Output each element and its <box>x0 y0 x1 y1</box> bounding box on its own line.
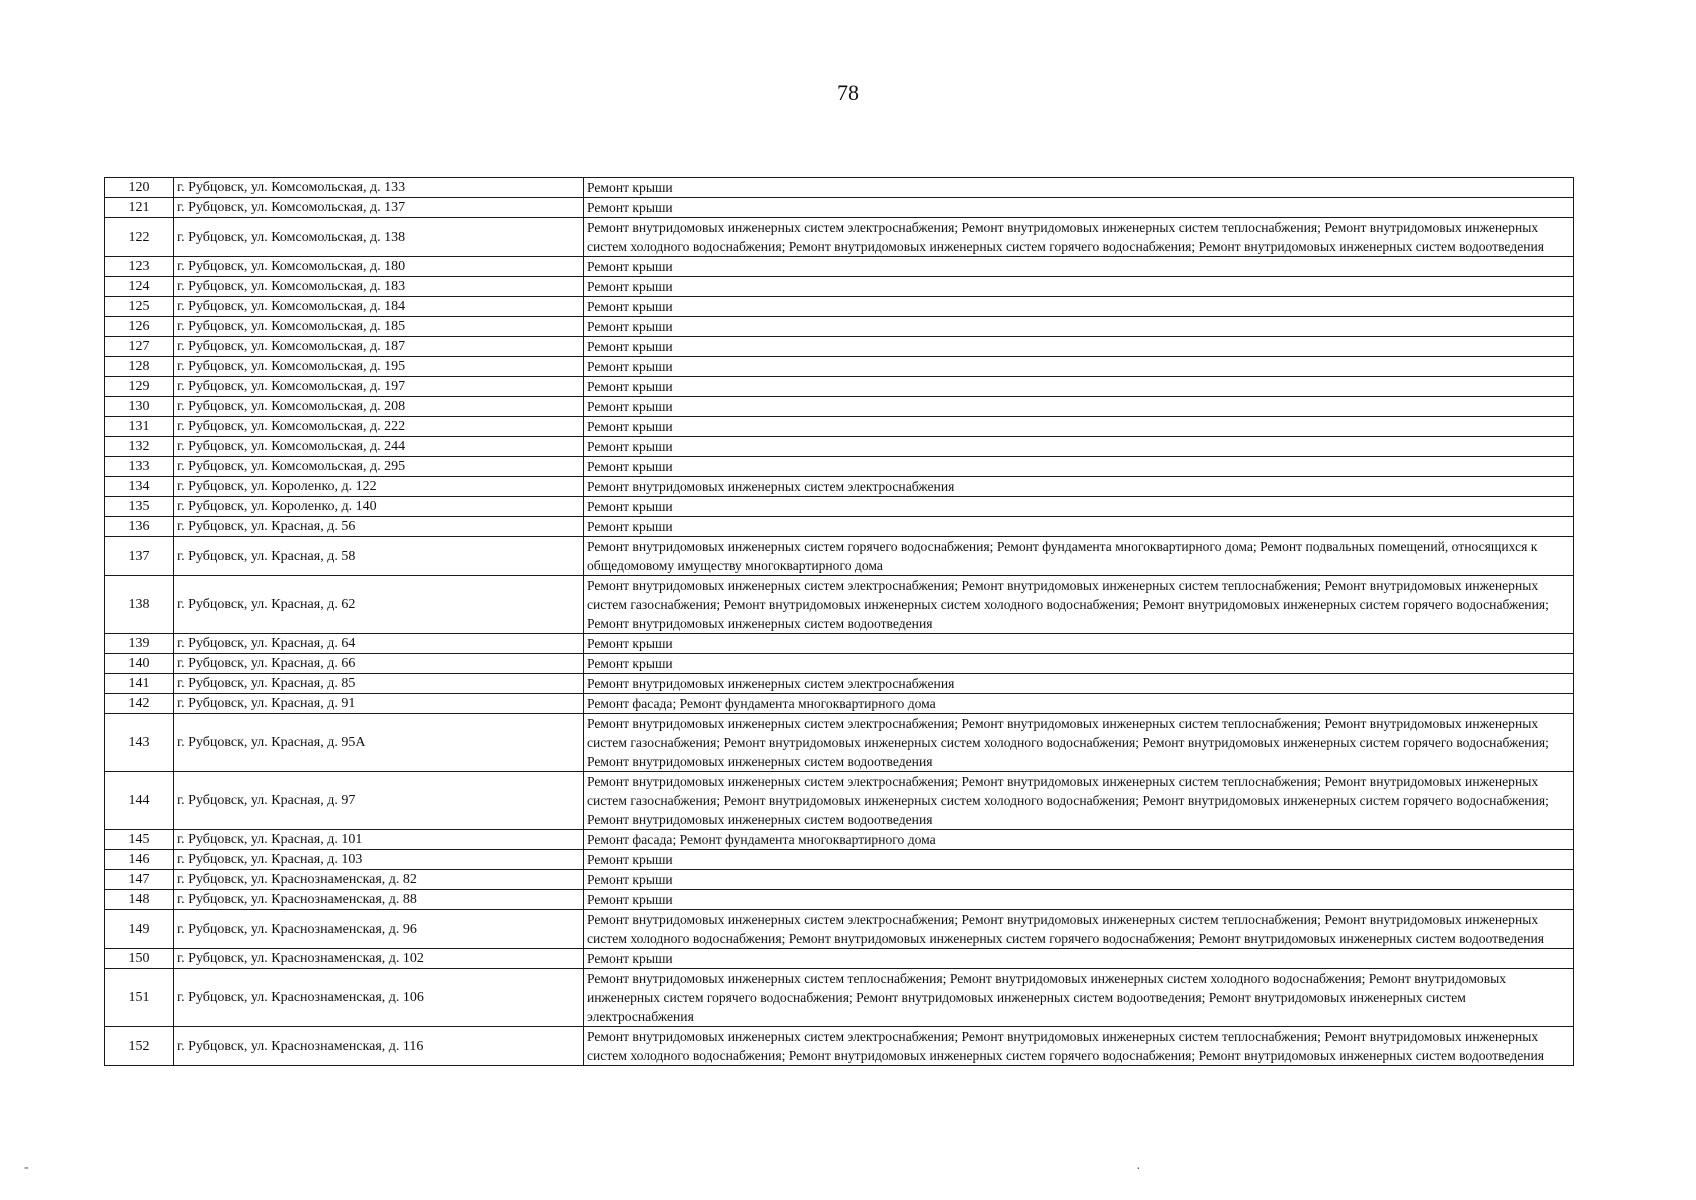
table-row <box>105 910 1574 949</box>
row-address: г. Рубцовск, ул. Комсомольская, д. 208 <box>174 397 584 417</box>
table-row <box>105 257 1574 277</box>
row-number: 127 <box>105 337 174 357</box>
row-works: Ремонт внутридомовых инженерных систем горячего водоснабжения; Ремонт фундамента многоквартирного дома; Ремонт подвальных помещений, относящихся к общедомовому имуществу многоквартирного дома <box>584 537 1574 576</box>
row-address: г. Рубцовск, ул. Краснознаменская, д. 102 <box>174 949 584 969</box>
scan-speck: · <box>1136 1162 1141 1177</box>
row-number: 143 <box>105 714 174 772</box>
row-works: Ремонт внутридомовых инженерных систем электроснабжения; Ремонт внутридомовых инженерных систем теплоснабжения; Ремонт внутридомовых инженерных систем холодного водоснабжения; Ремонт внутридомовых инженерных систем горячего водоснабжения; Ремонт внутридомовых инженерных систем водоотведения <box>584 218 1574 257</box>
row-address: г. Рубцовск, ул. Красная, д. 103 <box>174 850 584 870</box>
row-address: г. Рубцовск, ул. Комсомольская, д. 222 <box>174 417 584 437</box>
row-works: Ремонт внутридомовых инженерных систем электроснабжения <box>584 477 1574 497</box>
row-works: Ремонт крыши <box>584 517 1574 537</box>
row-address: г. Рубцовск, ул. Красная, д. 58 <box>174 537 584 576</box>
row-address: г. Рубцовск, ул. Короленко, д. 140 <box>174 497 584 517</box>
row-number: 145 <box>105 830 174 850</box>
row-works: Ремонт крыши <box>584 297 1574 317</box>
row-address: г. Рубцовск, ул. Красная, д. 101 <box>174 830 584 850</box>
table-row <box>105 337 1574 357</box>
row-number: 132 <box>105 437 174 457</box>
table-row <box>105 477 1574 497</box>
row-works: Ремонт внутридомовых инженерных систем электроснабжения; Ремонт внутридомовых инженерных систем теплоснабжения; Ремонт внутридомовых инженерных систем газоснабжения; Ремонт внутридомовых инженерных систем холодного водоснабжения; Ремонт внутридомовых инженерных систем горячего водоснабжения; Ремонт внутридомовых инженерных систем водоотведения <box>584 576 1574 634</box>
row-address: г. Рубцовск, ул. Красная, д. 62 <box>174 576 584 634</box>
row-works: Ремонт крыши <box>584 457 1574 477</box>
table-row <box>105 178 1574 198</box>
row-address: г. Рубцовск, ул. Красная, д. 66 <box>174 654 584 674</box>
row-address: г. Рубцовск, ул. Комсомольская, д. 183 <box>174 277 584 297</box>
row-number: 146 <box>105 850 174 870</box>
table-row <box>105 317 1574 337</box>
table-row <box>105 517 1574 537</box>
row-address: г. Рубцовск, ул. Комсомольская, д. 185 <box>174 317 584 337</box>
row-address: г. Рубцовск, ул. Краснознаменская, д. 116 <box>174 1027 584 1066</box>
row-address: г. Рубцовск, ул. Красная, д. 95А <box>174 714 584 772</box>
row-works: Ремонт внутридомовых инженерных систем электроснабжения; Ремонт внутридомовых инженерных систем теплоснабжения; Ремонт внутридомовых инженерных систем газоснабжения; Ремонт внутридомовых инженерных систем холодного водоснабжения; Ремонт внутридомовых инженерных систем горячего водоснабжения; Ремонт внутридомовых инженерных систем водоотведения <box>584 772 1574 830</box>
table-row <box>105 969 1574 1027</box>
row-works: Ремонт крыши <box>584 377 1574 397</box>
table-row <box>105 654 1574 674</box>
row-address: г. Рубцовск, ул. Комсомольская, д. 137 <box>174 198 584 218</box>
row-address: г. Рубцовск, ул. Комсомольская, д. 295 <box>174 457 584 477</box>
table-row <box>105 634 1574 654</box>
row-number: 152 <box>105 1027 174 1066</box>
row-number: 150 <box>105 949 174 969</box>
row-works: Ремонт крыши <box>584 890 1574 910</box>
table-row <box>105 417 1574 437</box>
row-works: Ремонт внутридомовых инженерных систем электроснабжения; Ремонт внутридомовых инженерных систем теплоснабжения; Ремонт внутридомовых инженерных систем газоснабжения; Ремонт внутридомовых инженерных систем холодного водоснабжения; Ремонт внутридомовых инженерных систем горячего водоснабжения; Ремонт внутридомовых инженерных систем водоотведения <box>584 714 1574 772</box>
table-row <box>105 714 1574 772</box>
row-number: 130 <box>105 397 174 417</box>
row-works: Ремонт внутридомовых инженерных систем теплоснабжения; Ремонт внутридомовых инженерных систем холодного водоснабжения; Ремонт внутридомовых инженерных систем горячего водоснабжения; Ремонт внутридомовых инженерных систем водоотведения; Ремонт внутридомовых инженерных систем электроснабжения <box>584 969 1574 1027</box>
row-address: г. Рубцовск, ул. Комсомольская, д. 195 <box>174 357 584 377</box>
table-row <box>105 674 1574 694</box>
row-works: Ремонт крыши <box>584 317 1574 337</box>
row-number: 135 <box>105 497 174 517</box>
page-number: 78 <box>837 80 859 105</box>
row-works: Ремонт крыши <box>584 870 1574 890</box>
row-works: Ремонт фасада; Ремонт фундамента многоквартирного дома <box>584 694 1574 714</box>
row-number: 121 <box>105 198 174 218</box>
row-address: г. Рубцовск, ул. Краснознаменская, д. 96 <box>174 910 584 949</box>
row-works: Ремонт крыши <box>584 277 1574 297</box>
row-number: 124 <box>105 277 174 297</box>
table-row <box>105 694 1574 714</box>
row-number: 151 <box>105 969 174 1027</box>
table-row <box>105 437 1574 457</box>
row-address: г. Рубцовск, ул. Комсомольская, д. 180 <box>174 257 584 277</box>
table-row <box>105 850 1574 870</box>
row-address: г. Рубцовск, ул. Краснознаменская, д. 106 <box>174 969 584 1027</box>
row-works: Ремонт крыши <box>584 437 1574 457</box>
row-address: г. Рубцовск, ул. Короленко, д. 122 <box>174 477 584 497</box>
table-row <box>105 218 1574 257</box>
table-row <box>105 1027 1574 1066</box>
row-works: Ремонт внутридомовых инженерных систем электроснабжения <box>584 674 1574 694</box>
table-row <box>105 377 1574 397</box>
table-row <box>105 198 1574 218</box>
row-address: г. Рубцовск, ул. Комсомольская, д. 138 <box>174 218 584 257</box>
row-address: г. Рубцовск, ул. Комсомольская, д. 244 <box>174 437 584 457</box>
row-number: 133 <box>105 457 174 477</box>
table-row <box>105 890 1574 910</box>
table-row <box>105 497 1574 517</box>
row-works: Ремонт крыши <box>584 257 1574 277</box>
table-row <box>105 277 1574 297</box>
table-row <box>105 297 1574 317</box>
row-number: 136 <box>105 517 174 537</box>
row-address: г. Рубцовск, ул. Красная, д. 64 <box>174 634 584 654</box>
table-row <box>105 357 1574 377</box>
row-address: г. Рубцовск, ул. Красная, д. 85 <box>174 674 584 694</box>
row-works: Ремонт крыши <box>584 357 1574 377</box>
table-row <box>105 576 1574 634</box>
row-number: 131 <box>105 417 174 437</box>
row-number: 148 <box>105 890 174 910</box>
row-works: Ремонт крыши <box>584 497 1574 517</box>
row-number: 129 <box>105 377 174 397</box>
row-works: Ремонт фасада; Ремонт фундамента многоквартирного дома <box>584 830 1574 850</box>
row-works: Ремонт крыши <box>584 654 1574 674</box>
row-number: 123 <box>105 257 174 277</box>
row-number: 122 <box>105 218 174 257</box>
row-works: Ремонт крыши <box>584 850 1574 870</box>
row-number: 120 <box>105 178 174 198</box>
table-row <box>105 830 1574 850</box>
table-row <box>105 397 1574 417</box>
row-works: Ремонт крыши <box>584 634 1574 654</box>
row-number: 138 <box>105 576 174 634</box>
row-address: г. Рубцовск, ул. Красная, д. 56 <box>174 517 584 537</box>
table-row <box>105 457 1574 477</box>
row-number: 144 <box>105 772 174 830</box>
row-number: 147 <box>105 870 174 890</box>
row-number: 139 <box>105 634 174 654</box>
row-address: г. Рубцовск, ул. Комсомольская, д. 187 <box>174 337 584 357</box>
row-number: 128 <box>105 357 174 377</box>
row-number: 134 <box>105 477 174 497</box>
table-row <box>105 772 1574 830</box>
scan-speck: ‑ <box>24 1160 29 1175</box>
row-address: г. Рубцовск, ул. Комсомольская, д. 133 <box>174 178 584 198</box>
table-row <box>105 949 1574 969</box>
row-works: Ремонт крыши <box>584 337 1574 357</box>
row-address: г. Рубцовск, ул. Комсомольская, д. 184 <box>174 297 584 317</box>
row-number: 149 <box>105 910 174 949</box>
table-row <box>105 537 1574 576</box>
repair-register-table <box>104 177 1574 1066</box>
row-works: Ремонт крыши <box>584 178 1574 198</box>
row-address: г. Рубцовск, ул. Красная, д. 91 <box>174 694 584 714</box>
row-address: г. Рубцовск, ул. Комсомольская, д. 197 <box>174 377 584 397</box>
table-row <box>105 870 1574 890</box>
row-number: 126 <box>105 317 174 337</box>
row-works: Ремонт крыши <box>584 397 1574 417</box>
table-body <box>105 178 1574 1066</box>
row-number: 140 <box>105 654 174 674</box>
row-works: Ремонт крыши <box>584 417 1574 437</box>
row-works: Ремонт крыши <box>584 198 1574 218</box>
row-address: г. Рубцовск, ул. Краснознаменская, д. 88 <box>174 890 584 910</box>
row-address: г. Рубцовск, ул. Красная, д. 97 <box>174 772 584 830</box>
row-number: 137 <box>105 537 174 576</box>
row-works: Ремонт внутридомовых инженерных систем электроснабжения; Ремонт внутридомовых инженерных систем теплоснабжения; Ремонт внутридомовых инженерных систем холодного водоснабжения; Ремонт внутридомовых инженерных систем горячего водоснабжения; Ремонт внутридомовых инженерных систем водоотведения <box>584 910 1574 949</box>
row-number: 141 <box>105 674 174 694</box>
row-works: Ремонт внутридомовых инженерных систем электроснабжения; Ремонт внутридомовых инженерных систем теплоснабжения; Ремонт внутридомовых инженерных систем холодного водоснабжения; Ремонт внутридомовых инженерных систем горячего водоснабжения; Ремонт внутридомовых инженерных систем водоотведения <box>584 1027 1574 1066</box>
row-works: Ремонт крыши <box>584 949 1574 969</box>
row-number: 142 <box>105 694 174 714</box>
row-address: г. Рубцовск, ул. Краснознаменская, д. 82 <box>174 870 584 890</box>
row-number: 125 <box>105 297 174 317</box>
